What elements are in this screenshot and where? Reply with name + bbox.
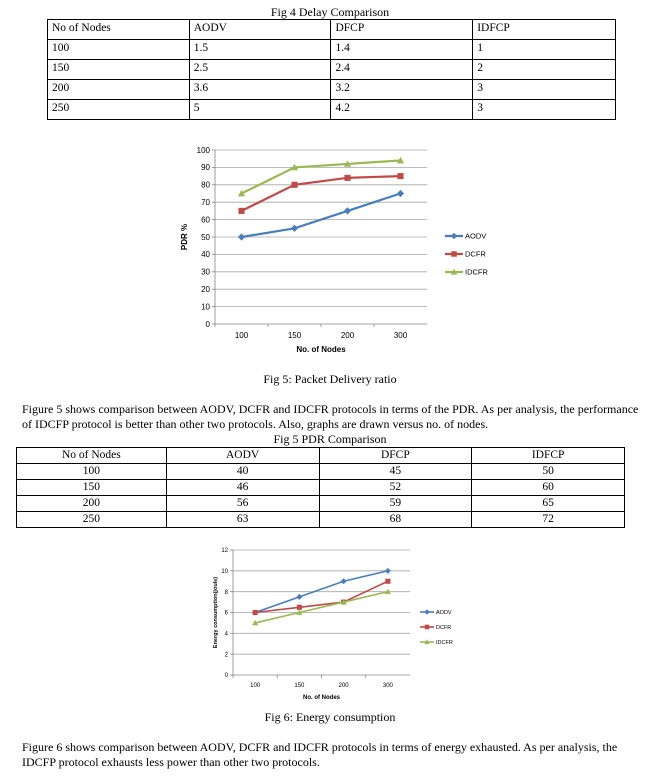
table-cell: 2.5	[189, 60, 331, 80]
x-axis-title: No. of Nodes	[296, 345, 346, 354]
table-cell: 250	[48, 100, 190, 120]
data-point-marker	[291, 182, 297, 188]
legend-label: AODV	[465, 231, 487, 241]
x-tick-label: 300	[382, 683, 393, 689]
table-row	[48, 100, 616, 120]
y-tick-label: 50	[201, 232, 210, 242]
table-cell: 52	[319, 480, 472, 496]
table-row	[17, 512, 625, 528]
table-cell: 3.2	[331, 80, 473, 100]
data-point-marker	[424, 609, 429, 614]
table-cell: 63	[166, 512, 319, 528]
table-header-row	[48, 20, 616, 40]
table-row	[48, 60, 616, 80]
header-cell: IDFCP	[472, 448, 625, 464]
data-point-marker	[238, 208, 244, 214]
x-axis-title: No. of Nodes	[303, 695, 340, 701]
data-point-marker	[385, 568, 391, 574]
header-cell: No of Nodes	[17, 448, 167, 464]
table-row	[17, 464, 625, 480]
table-cell: 3.6	[189, 80, 331, 100]
header-cell: DFCP	[319, 448, 472, 464]
table-row	[17, 496, 625, 512]
legend-label: AODV	[436, 609, 452, 616]
data-point-marker	[253, 610, 258, 615]
y-tick-label: 0	[205, 319, 210, 329]
data-point-marker	[238, 233, 245, 240]
table-cell: 150	[48, 60, 190, 80]
table-cell: 1.5	[189, 40, 331, 60]
table-cell: 2	[473, 60, 616, 80]
data-point-marker	[344, 207, 351, 214]
x-tick-label: 300	[393, 331, 408, 340]
table-cell: 250	[17, 512, 167, 528]
y-tick-label: 100	[196, 145, 210, 155]
delay-comparison-table	[47, 19, 616, 120]
table-cell: 5	[189, 100, 331, 120]
fig4-caption: Fig 4 Delay Comparison	[270, 5, 390, 19]
y-tick-label: 30	[201, 267, 210, 277]
data-point-marker	[451, 251, 457, 257]
y-tick-label: 70	[201, 198, 210, 207]
series-line-idcfr	[255, 592, 388, 623]
x-tick-label: 100	[234, 331, 249, 340]
x-tick-label: 200	[338, 683, 349, 689]
x-tick-label: 150	[287, 331, 302, 340]
y-tick-label: 4	[224, 631, 228, 638]
table-cell: 59	[319, 496, 472, 512]
y-tick-label: 10	[201, 302, 210, 312]
y-tick-label: 80	[201, 180, 210, 190]
table-cell: 50	[472, 464, 625, 480]
x-tick-label: 100	[250, 683, 261, 689]
data-point-marker	[397, 190, 404, 197]
y-tick-label: 90	[201, 163, 210, 173]
data-point-marker	[296, 594, 302, 600]
y-tick-label: 0	[224, 673, 228, 680]
header-cell: DFCP	[331, 20, 473, 40]
table-cell: 3	[473, 80, 616, 100]
y-tick-label: 10	[221, 568, 228, 575]
pdr-line-chart	[175, 140, 495, 370]
table-row	[17, 480, 625, 496]
data-point-marker	[397, 173, 403, 179]
table-cell: 60	[472, 480, 625, 496]
legend-label: IDCFR	[436, 639, 453, 646]
y-tick-label: 8	[224, 589, 228, 596]
energy-line-chart	[205, 542, 475, 707]
x-tick-label: 150	[294, 683, 305, 689]
paragraph-pdr: Figure 5 shows comparison between AODV, DCFR and IDCFR protocols in terms of the PDR. As per analysis, the performance of IDCFP protocol is better than other two protocols. Also, graphs are drawn versus no. of nodes.	[22, 402, 639, 431]
header-cell: No of Nodes	[48, 20, 190, 40]
table-cell: 45	[319, 464, 472, 480]
table-cell: 200	[48, 80, 190, 100]
table-header-row	[17, 448, 625, 464]
table-cell: 46	[166, 480, 319, 496]
y-axis-title: PDR %	[180, 223, 189, 251]
data-point-marker	[344, 175, 350, 181]
pdr-comparison-table	[16, 447, 625, 528]
fig6-caption: Fig 6: Energy consumption	[264, 710, 396, 724]
data-point-marker	[451, 233, 457, 239]
x-tick-label: 200	[340, 331, 355, 340]
table-cell: 100	[48, 40, 190, 60]
y-tick-label: 20	[201, 285, 210, 294]
paragraph-energy: Figure 6 shows comparison between AODV, DCFR and IDCFR protocols in terms of energy exhausted. As per analysis, the IDCFP protocol exhausts less power than other two protocols.	[22, 740, 618, 769]
data-point-marker	[425, 625, 430, 630]
table-cell: 200	[17, 496, 167, 512]
data-point-marker	[385, 579, 390, 584]
pdr-table-caption: Fig 5 PDR Comparison	[273, 432, 387, 446]
table-cell: 100	[17, 464, 167, 480]
table-row	[48, 80, 616, 100]
legend-label: DCFR	[436, 624, 452, 631]
header-cell: IDFCP	[473, 20, 616, 40]
table-cell: 1	[473, 40, 616, 60]
y-tick-label: 6	[224, 610, 228, 617]
table-cell: 56	[166, 496, 319, 512]
header-cell: AODV	[166, 448, 319, 464]
table-cell: 4.2	[331, 100, 473, 120]
fig5-caption: Fig 5: Packet Delivery ratio	[263, 372, 397, 386]
legend-label: DCFR	[465, 249, 486, 259]
table-cell: 2.4	[331, 60, 473, 80]
table-cell: 65	[472, 496, 625, 512]
legend-label: IDCFR	[465, 267, 488, 277]
y-tick-label: 12	[221, 548, 228, 555]
table-cell: 3	[473, 100, 616, 120]
y-tick-label: 2	[224, 652, 228, 659]
header-cell: AODV	[189, 20, 331, 40]
data-point-marker	[341, 578, 347, 584]
data-point-marker	[291, 225, 298, 232]
data-point-marker	[297, 605, 302, 610]
y-tick-label: 60	[201, 215, 210, 225]
table-cell: 150	[17, 480, 167, 496]
table-cell: 72	[472, 512, 625, 528]
table-cell: 1.4	[331, 40, 473, 60]
table-cell: 40	[166, 464, 319, 480]
y-axis-title: Energy consumption(joule)	[213, 576, 219, 649]
table-cell: 68	[319, 512, 472, 528]
table-row	[48, 40, 616, 60]
y-tick-label: 40	[201, 250, 210, 260]
